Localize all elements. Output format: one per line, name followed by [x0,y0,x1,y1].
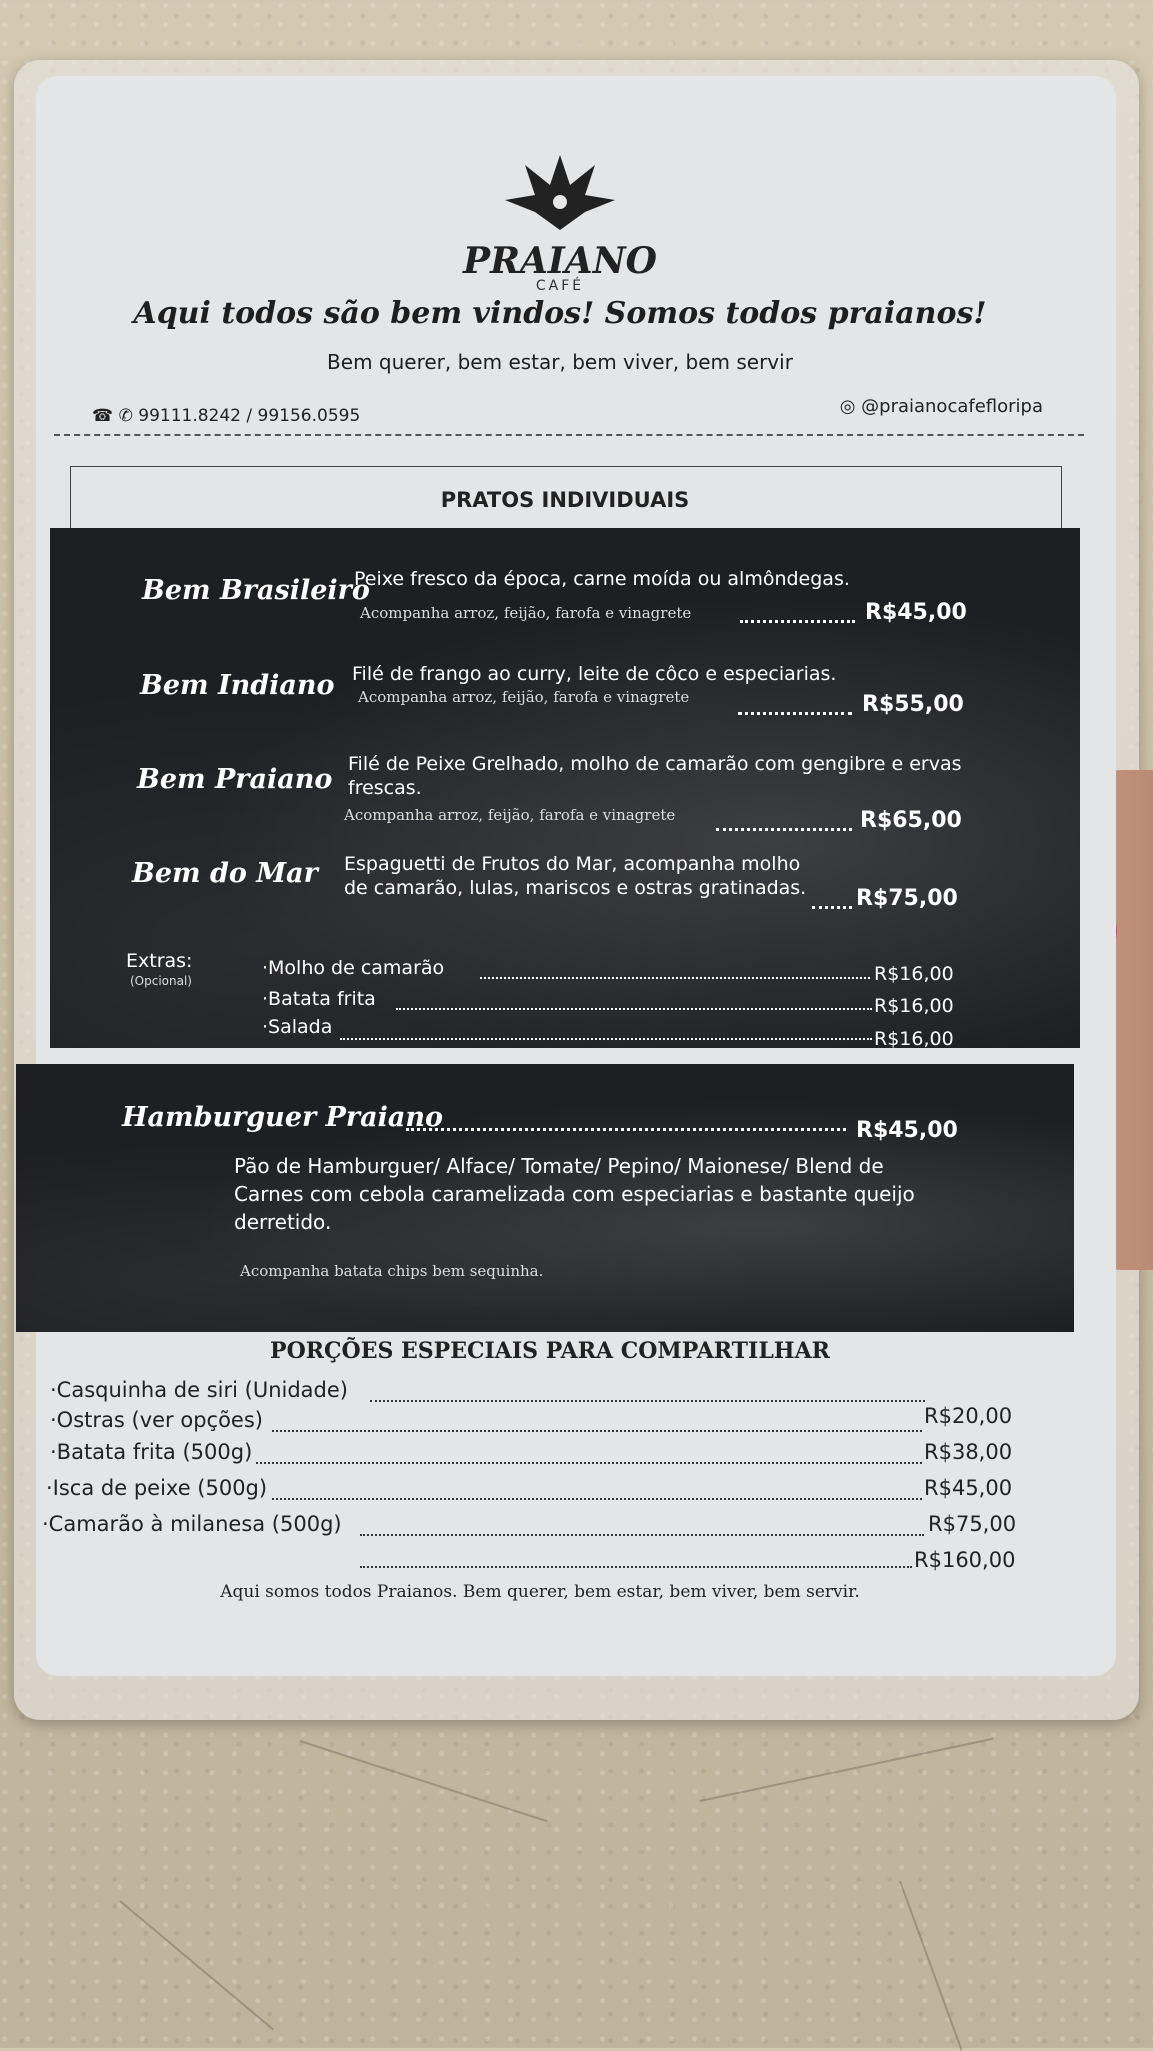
dot-leader [360,1566,912,1568]
share-item-price: R$38,00 [924,1440,1013,1464]
dish-name: Hamburguer Praiano [122,1102,444,1133]
instagram-icon: ◎ [839,396,856,417]
dot-leader [716,828,852,831]
logo-subtitle: CAFÉ [535,278,585,294]
dish-name: Bem Indiano [140,670,335,701]
dot-leader [480,977,870,979]
dish-accompaniment: Acompanha arroz, feijão, farofa e vinagrete [358,688,690,706]
dish-accompaniment: Acompanha arroz, feijão, farofa e vinagrete [344,806,676,824]
section-title-individual: PRATOS INDIVIDUAIS [440,488,690,512]
dot-leader [272,1498,922,1500]
extra-item-name: ·Batata frita [262,988,376,1010]
dish-price: R$65,00 [860,808,962,833]
dot-leader [256,1462,922,1464]
instagram-handle: @praianocafefloripa [861,396,1043,417]
dot-leader [738,712,852,715]
dish-description: Filé de Peixe Grelhado, molho de camarão com gengibre e ervas frescas. [348,753,962,799]
extras-label: Extras: [126,950,193,972]
dish-description: Peixe fresco da época, carne moída ou almôndegas. [354,568,850,590]
phone-contact [92,406,360,426]
dish-price: R$75,00 [856,886,958,911]
section-title-share: PORÇÕES ESPECIAIS PARA COMPARTILHAR [270,1338,830,1364]
dot-leader [396,1008,872,1010]
dish-description: Filé de frango ao curry, leite de côco e especiarias. [352,663,837,685]
dashed-divider [54,434,1084,436]
dish-name: Bem Praiano [137,764,333,795]
extra-item-name: ·Salada [262,1016,333,1038]
tagline: Aqui todos são bem vindos! Somos todos praianos! [133,296,987,331]
sand-crack [899,1881,962,2051]
extra-item-price: R$16,00 [874,995,954,1017]
instagram-contact [840,396,1043,417]
dish-accompaniment: Acompanha arroz, feijão, farofa e vinagrete [360,604,692,622]
sand-crack [300,1740,548,1822]
extra-item-price: R$16,00 [874,1028,954,1050]
dot-leader [740,620,855,623]
share-item-name: ·Camarão à milanesa (500g) [42,1512,342,1536]
share-item-name: ·Batata frita (500g) [50,1440,253,1464]
extra-item-price: R$16,00 [874,963,954,985]
share-item-name: ·Casquinha de siri (Unidade) [50,1378,348,1402]
dot-leader [406,1128,846,1131]
dish-name: Bem do Mar [132,858,318,889]
logo-word: PRAIANO [463,240,657,282]
motto: Bem querer, bem estar, bem viver, bem servir [327,350,793,374]
share-item-price: R$75,00 [928,1512,1017,1536]
dish-price: R$45,00 [865,600,967,625]
praiano-logo [460,150,660,294]
dot-leader [812,906,852,909]
dish-description: Espaguetti de Frutos do Mar, acompanha molho de camarão, lulas, mariscos e ostras gratinadas. [344,853,807,899]
flower-icon [500,150,620,240]
dot-leader [360,1534,924,1536]
dot-leader [340,1038,872,1040]
dish-description: Pão de Hamburguer/ Alface/ Tomate/ Pepino/ Maionese/ Blend de Carnes com cebola caramelizada com especiarias e bastante queijo derretido. [234,1154,915,1234]
share-item-price: R$45,00 [924,1476,1013,1500]
dish-price: R$45,00 [856,1118,958,1143]
share-item-name: ·Isca de peixe (500g) [46,1476,268,1500]
sand-crack [119,1900,273,2030]
dot-leader [370,1400,925,1402]
dish-accompaniment: Acompanha batata chips bem sequinha. [240,1262,544,1280]
phone-icon: ☎ [92,406,114,426]
share-item-price: R$160,00 [914,1548,1016,1572]
footer-text: Aqui somos todos Praianos. Bem querer, bem estar, bem viver, bem servir. [220,1582,860,1602]
dish-name: Bem Brasileiro [142,575,370,606]
share-item-name: ·Ostras (ver opções) [50,1408,263,1432]
extras-optional-note: (Opcional) [130,974,192,988]
sand-crack [700,1738,994,1802]
extra-item-name: ·Molho de camarão [262,957,445,979]
dish-price: R$55,00 [862,692,964,717]
phone-number: 99111.8242 / 99156.0595 [138,406,361,426]
whatsapp-icon: ✆ [118,406,133,426]
share-item-price: R$20,00 [924,1404,1013,1428]
dot-leader [272,1430,922,1432]
